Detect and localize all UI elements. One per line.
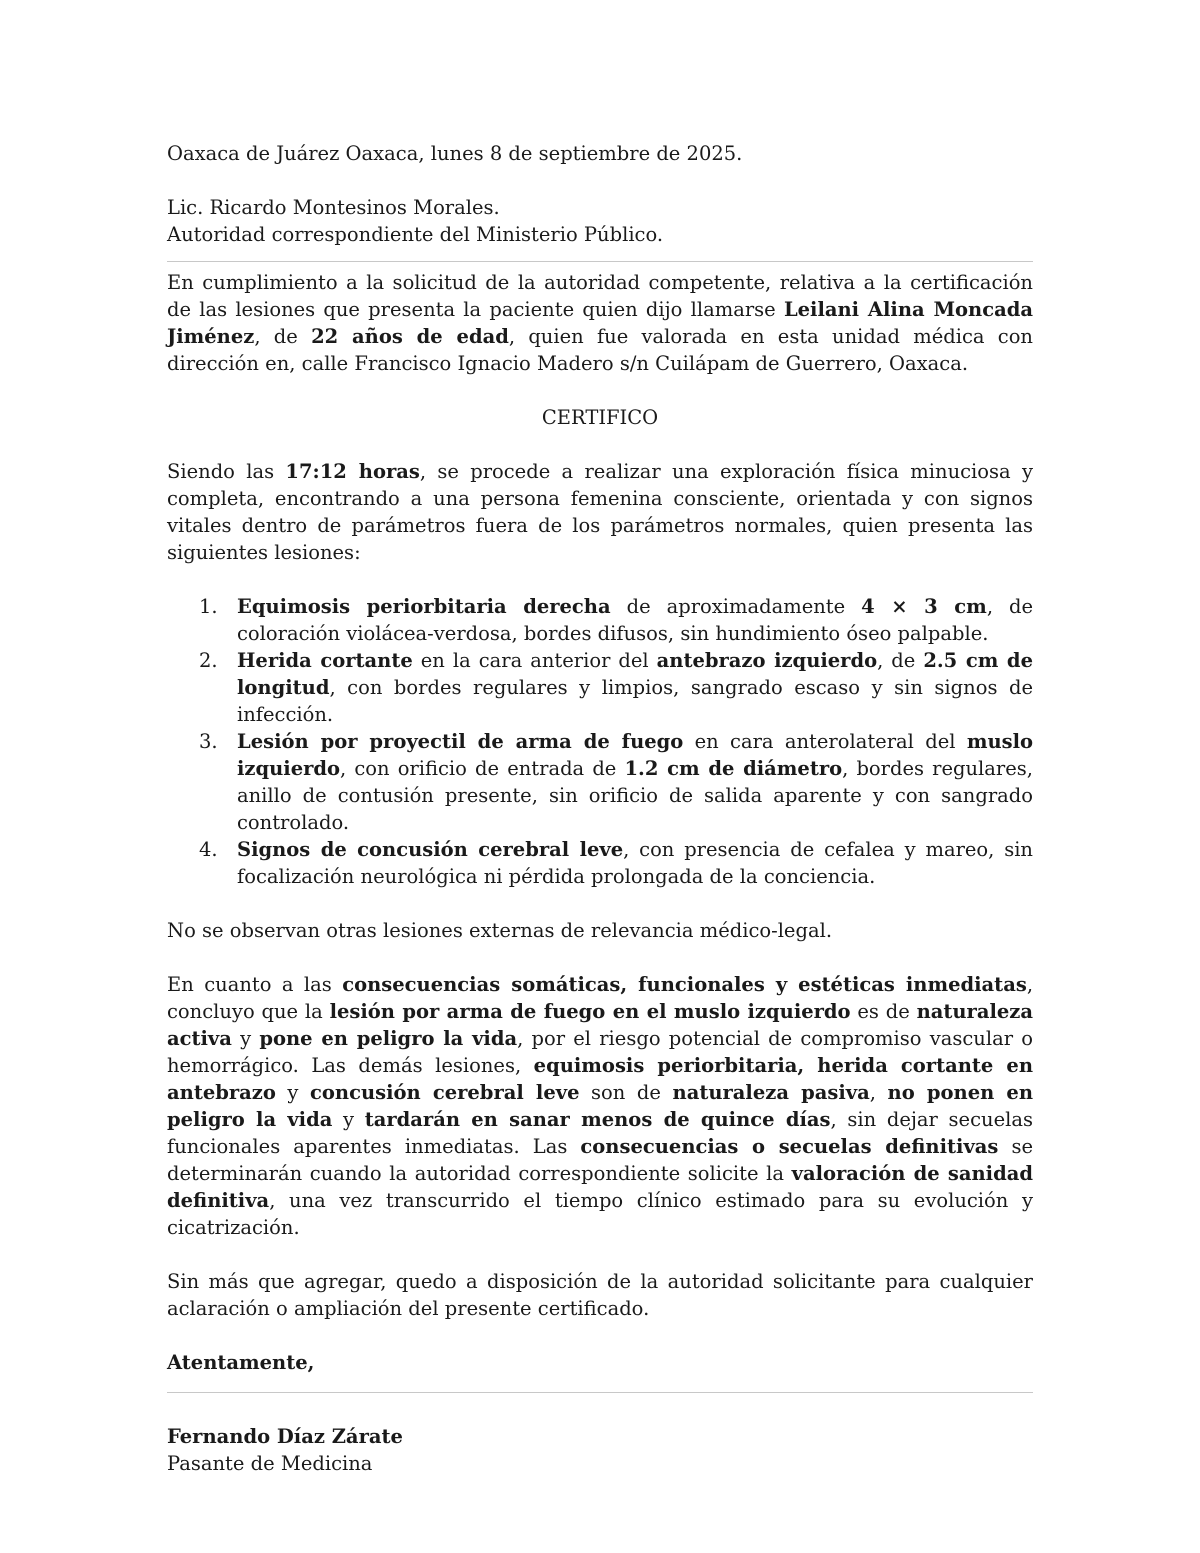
consequences-text: y [231, 1027, 260, 1050]
consequences-paragraph [167, 971, 1033, 1241]
consequences-term: pone en peligro la vida [259, 1027, 518, 1050]
exam-time: 17:12 horas [285, 460, 420, 483]
consequences-term: concusión cerebral leve [310, 1081, 580, 1104]
consequences-text: En cuanto a las [167, 973, 343, 996]
no-other-lesions: No se observan otras lesiones externas de relevancia médico-legal. [167, 919, 833, 942]
consequences-text: , una vez transcurrido el tiempo clínico estimado para su evolución y cicatrización. [167, 1189, 1033, 1239]
lesion-term: Equimosis periorbitaria derecha [237, 595, 611, 618]
list-item [199, 647, 1033, 728]
list-item [199, 593, 1034, 647]
lesion-text: de aproximadamente [610, 595, 862, 618]
consequences-text: es de [850, 1000, 917, 1023]
patient-name: Leilani Alina Moncada Jiménez [167, 298, 1033, 348]
intro-text: , de [254, 325, 312, 348]
list-number: 3. [199, 730, 218, 753]
exam-text: , se procede a realizar una exploración física minuciosa y completa, encontrando a una persona femenina consciente, orientada y con signos vitales dentro de parámetros fuera de los parámetros normales, quien presenta las siguientes lesiones: [167, 460, 1033, 564]
lesion-term: muslo izquierdo [237, 730, 1034, 780]
lesion-term: Signos de concusión cerebral leve [237, 838, 624, 861]
consequences-term: tardarán en sanar menos de quince días [364, 1108, 831, 1131]
consequences-term: naturaleza pasiva [672, 1081, 870, 1104]
closing-paragraph: Sin más que agregar, quedo a disposición de la autoridad solicitante para cualquier aclaración o ampliación del presente certificado. [167, 1270, 1033, 1320]
list-number: 1. [199, 595, 218, 618]
list-item [199, 836, 1033, 890]
consequences-term: valoración de sanidad definitiva [167, 1162, 1033, 1212]
consequences-text: , por el riesgo potencial de compromiso vascular o hemorrágico. Las demás lesiones, [167, 1027, 1033, 1077]
exam-text: Siendo las [167, 460, 286, 483]
lesion-term: 4 × 3 cm [861, 595, 987, 618]
lesion-term: Lesión por proyectil de arma de fuego [237, 730, 684, 753]
signer-title: Pasante de Medicina [167, 1452, 373, 1475]
patient-age: 22 años de edad [311, 325, 509, 348]
intro-paragraph [167, 269, 1033, 377]
signer-name-text: Fernando Díaz Zárate [167, 1425, 403, 1448]
recipient-role: Autoridad correspondiente del Ministerio Público. [167, 223, 664, 246]
list-number: 4. [199, 838, 218, 861]
lesion-text: , con orificio de entrada de [340, 757, 625, 780]
consequences-term: equimosis periorbitaria, herida cortante en antebrazo [167, 1054, 1033, 1104]
recipient-name: Lic. Ricardo Montesinos Morales. [167, 196, 500, 219]
list-number: 2. [199, 649, 218, 672]
salutation [167, 1349, 1033, 1376]
lesion-term: antebrazo izquierdo [656, 649, 878, 672]
lesion-text: , de coloración violácea-verdosa, bordes difusos, sin hundimiento óseo palpable. [237, 595, 1034, 645]
exam-paragraph [167, 458, 1033, 566]
consequences-text: y [275, 1081, 311, 1104]
lesion-text: , con presencia de cefalea y mareo, sin focalización neurológica ni pérdida prolongada de la conciencia. [237, 838, 1033, 888]
consequences-term: consecuencias o secuelas definitivas [580, 1135, 999, 1158]
consequences-text: son de [579, 1081, 673, 1104]
consequences-text: y [332, 1108, 365, 1131]
consequences-term: lesión por arma de fuego en el muslo izquierdo [329, 1000, 851, 1023]
salutation-text: Atentamente, [167, 1351, 315, 1374]
consequences-term: naturaleza activa [167, 1000, 1033, 1050]
lesion-term: Herida cortante [237, 649, 413, 672]
consequences-text: , sin dejar secuelas funcionales aparentes inmediatas. Las [167, 1108, 1033, 1158]
consequences-term: no ponen en peligro la vida [167, 1081, 1034, 1131]
lesion-text: , de [877, 649, 924, 672]
lesion-term: 1.2 cm de diámetro [624, 757, 843, 780]
consequences-text: , [869, 1081, 888, 1104]
intro-text: , quien fue valorada en esta unidad médica con dirección en, calle Francisco Ignacio Madero s/n Cuilápam de Guerrero, Oaxaca. [167, 325, 1033, 375]
section-title: CERTIFICO [541, 406, 659, 429]
intro-text: En cumplimiento a la solicitud de la autoridad competente, relativa a la certificación de las lesiones que presenta la paciente quien dijo llamarse [167, 271, 1033, 321]
place-date: Oaxaca de Juárez Oaxaca, lunes 8 de septiembre de 2025. [167, 142, 743, 165]
lesion-text: en cara anterolateral del [683, 730, 967, 753]
lesion-text: , bordes regulares, anillo de contusión presente, sin orificio de salida aparente y con sangrado controlado. [237, 757, 1033, 834]
consequences-text: se determinarán cuando la autoridad correspondiente solicite la [167, 1135, 1033, 1185]
lesion-term: 2.5 cm de longitud [237, 649, 1033, 699]
certificate-document [167, 140, 1033, 1477]
lesions-list [167, 593, 1033, 890]
signer-name [167, 1423, 1033, 1450]
consequences-text: , concluyo que la [167, 973, 1034, 1023]
lesion-text: en la cara anterior del [412, 649, 657, 672]
consequences-term: consecuencias somáticas, funcionales y estéticas inmediatas [342, 973, 1027, 996]
list-item [199, 728, 1034, 836]
lesion-text: , con bordes regulares y limpios, sangrado escaso y sin signos de infección. [237, 676, 1033, 726]
